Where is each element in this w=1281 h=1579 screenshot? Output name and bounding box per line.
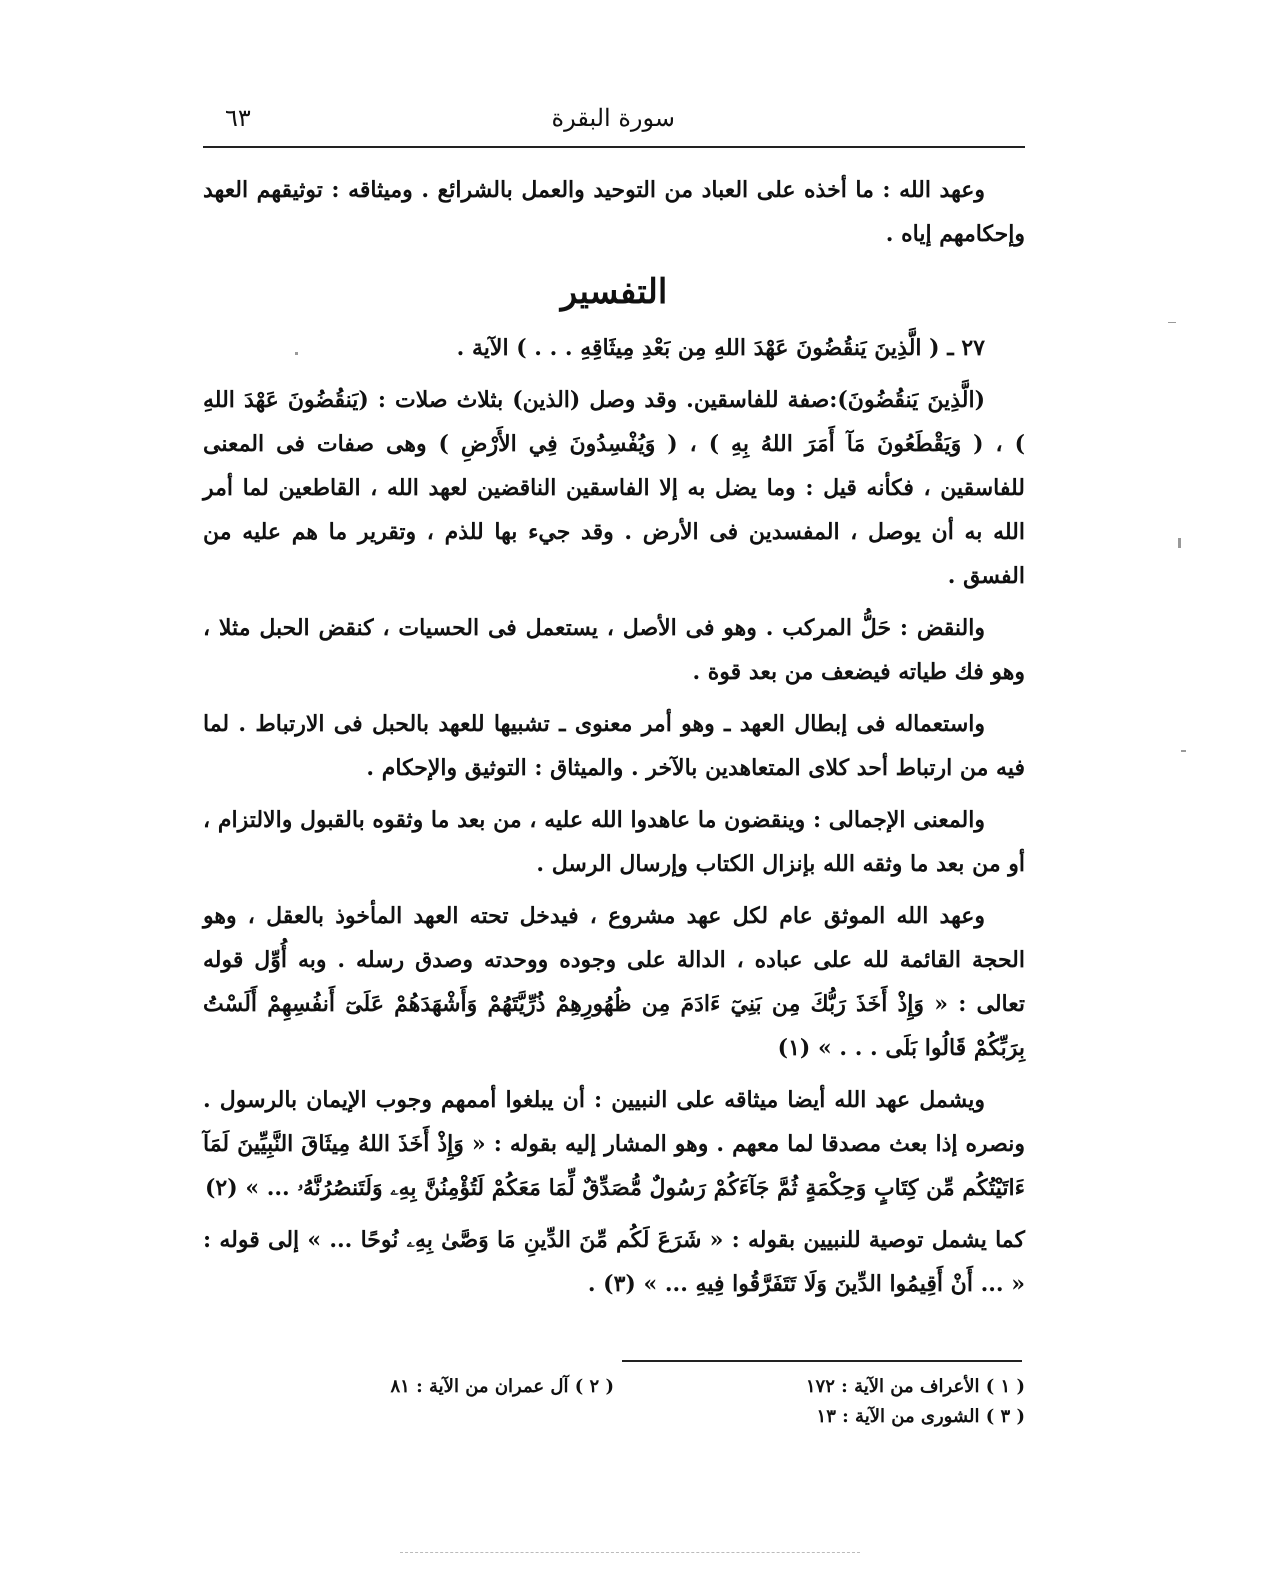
paragraph-naqd: والنقض : حَلُّ المركب . وهو فى الأصل ، يستعمل فى الحسيات ، كنقض الحبل مثلا ، وهو فك طياته فيضعف من بعد قوة . — [203, 615, 1025, 685]
scan-speck — [295, 352, 298, 355]
footnote-divider — [622, 1360, 1022, 1362]
footnote-3: ( ٣ ) الشورى من الآية : ١٣ — [816, 1406, 1025, 1427]
paragraph-mithaq-nabiyyin: ويشمل عهد الله أيضا ميثاقه على النبيين : أن يبلغوا أممهم وجوب الإيمان بالرسول . ونصره إذا بعث مصدقا لما معهم . وهو المشار إليه بقوله : « وَإِذْ أَخَذَ اللهُ مِيثَاقَ النَّبِيِّينَ لَمَآ ءَاتَيْتُكُم مِّن كِتَابٍ وَحِكْمَةٍ ثُمَّ جَآءَكُمْ رَسُولٌ مُّصَدِّقٌ لِّمَا مَعَكُمْ لَتُؤْمِنُنَّ بِهِۦ وَلَتَنصُرُنَّهُۥ ... » (٢) — [203, 1087, 1025, 1201]
intro-paragraph: وعهد الله : ما أخذه على العباد من التوحيد والعمل بالشرائع . وميثاقه : توثيقهم العهد وإحكامهم إياه . — [203, 177, 1025, 247]
scan-smudge — [400, 1552, 860, 1553]
running-title: سورة البقرة — [551, 104, 675, 132]
scan-speck — [1168, 322, 1176, 323]
paragraph-mana-ijmali: والمعنى الإجمالى : وينقضون ما عاهدوا الله عليه ، من بعد ما وثقوه بالقبول والالتزام ، أو من بعد ما وثقه الله بإنزال الكتاب وإرسال الرسل . — [203, 807, 1025, 877]
body-text — [203, 168, 1025, 1314]
footnote-2: ( ٢ ) آل عمران من الآية : ٨١ — [390, 1376, 614, 1397]
scan-speck — [1181, 750, 1186, 752]
paragraph-ahd-mawthaq: وعهد الله الموثق عام لكل عهد مشروع ، فيدخل تحته العهد المأخوذ بالعقل ، وهو الحجة القائمة لله على عباده ، الدالة على وجوده ووحدته وصدق رسله . وبه أُوِّل قوله تعالى : « وَإِذْ أَخَذَ رَبُّكَ مِن بَنِيٓ ءَادَمَ مِن ظُهُورِهِمْ ذُرِّيَّتَهُمْ وَأَشْهَدَهُمْ عَلَىٓ أَنفُسِهِمْ أَلَسْتُ بِرَبِّكُمْ قَالُوا بَلَى . . . » (١) — [203, 903, 1025, 1061]
scan-speck — [1178, 538, 1181, 548]
page-header — [203, 104, 1025, 144]
header-divider — [203, 146, 1025, 148]
footnote-row — [203, 1402, 1025, 1432]
verse-line: ٢٧ ـ ( الَّذِينَ يَنقُضُونَ عَهْدَ اللهِ مِن بَعْدِ مِيثَاقِهِ . . . ) الآية . — [456, 335, 985, 361]
paragraph-istimal: واستعماله فى إبطال العهد ـ وهو أمر معنوى ـ تشبيها للعهد بالحبل فى الارتباط . لما فيه من ارتباط أحد كلاى المتعاهدين بالآخر . والميثاق : التوثيق والإحكام . — [203, 711, 1025, 781]
paragraph-sifa: (الَّذِينَ يَنقُضُونَ):صفة للفاسقين. وقد وصل (الذين) بثلاث صلات : (يَنقُضُونَ عَهْدَ اللهِ ) ، ( وَيَقْطَعُونَ مَآ أَمَرَ اللهُ بِهِ ) ، ( وَيُفْسِدُونَ فِي الأَرْضِ ) وهى صفات فى المعنى للفاسقين ، فكأنه قيل : وما يضل به إلا الفاسقين الناقضين لعهد الله ، القاطعين لما أمر الله به أن يوصل ، المفسدين فى الأرض . وقد جيء بها للذم ، وتقرير ما هم عليه من الفسق . — [203, 387, 1025, 589]
footnote-1: ( ١ ) الأعراف من الآية : ١٧٢ — [805, 1376, 1025, 1397]
footnote-row — [203, 1372, 1025, 1402]
section-heading: التفسير — [560, 272, 668, 312]
footnotes — [203, 1372, 1025, 1432]
paragraph-tawsiya: كما يشمل توصية للنبيين بقوله : « شَرَعَ لَكُم مِّنَ الدِّينِ مَا وَصَّىٰ بِهِۦ نُوحًا ... » إلى قوله : « ... أَنْ أَقِيمُوا الدِّينَ وَلَا تَتَفَرَّقُوا فِيهِ ... » (٣) . — [203, 1227, 1025, 1297]
page-number: ٦٣ — [225, 104, 251, 132]
